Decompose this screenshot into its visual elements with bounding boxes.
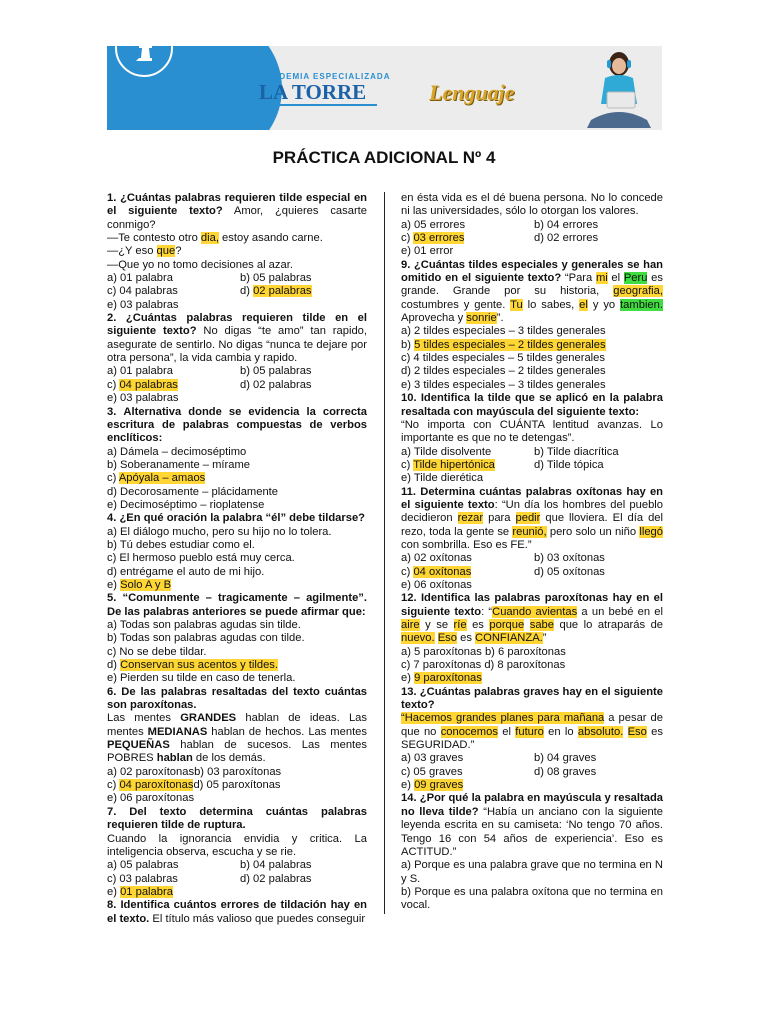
q7-option-e: e) 01 palabra bbox=[107, 885, 173, 898]
q12-options-cd: c) 7 paroxítonas d) 8 paroxítonas bbox=[401, 659, 566, 672]
q2-options-cd: c) 04 palabras d) 02 palabras bbox=[107, 378, 312, 391]
q1-line2: —¿Y eso que? bbox=[107, 245, 182, 258]
q1-line3: —Que yo no tomo decisiones al azar. bbox=[107, 258, 293, 271]
q9-option-a: a) 2 tildes especiales – 3 tildes generales bbox=[401, 325, 606, 338]
q12-option-e: e) 9 paroxítonas bbox=[401, 672, 482, 685]
q13-option-e: e) 09 graves bbox=[401, 779, 464, 792]
q5-option-b: b) Todas son palabras agudas con tilde. bbox=[107, 632, 305, 645]
q14-option-a: a) Porque es una palabra grave que no termina en N y S. bbox=[401, 859, 663, 885]
question-8: 8. Identifica cuántos errores de tildación hay en el texto. El título más valioso que puedes conseguir bbox=[107, 899, 367, 925]
q6-options-ab: a) 02 paroxítonasb) 03 paroxítonas bbox=[107, 765, 282, 778]
academy-subtitle: ACADEMIA ESPECIALIZADA bbox=[259, 72, 391, 81]
q3-option-e: e) Decimoséptimo – rioplatense bbox=[107, 498, 265, 511]
brand-name: LA TORRE bbox=[259, 80, 367, 104]
column-divider bbox=[384, 192, 385, 914]
q10-options-cd: c) Tilde hipertónica d) Tilde tópica bbox=[401, 458, 604, 471]
question-1: 1. ¿Cuántas palabras requieren tilde especial en el siguiente texto? Amor, ¿quieres casarte conmigo? bbox=[107, 192, 368, 231]
q10-options-ab: a) Tilde disolvente b) Tilde diacrítica bbox=[401, 445, 619, 458]
q8-continued: en ésta vida es el dé buena persona. No lo concede ni las universidades, sólo lo otorgan los valores. bbox=[401, 192, 663, 218]
q5-option-d: d) Conservan sus acentos y tildes. bbox=[107, 659, 279, 672]
question-13: 13. ¿Cuántas palabras graves hay en el siguiente texto? bbox=[401, 685, 663, 712]
q5-option-a: a) Todas son palabras agudas sin tilde. bbox=[107, 619, 301, 631]
q2-options-ab: a) 01 palabra b) 05 palabras bbox=[107, 365, 312, 378]
question-12: 12. Identifica las palabras paroxítonas hay en el siguiente texto: “Cuando avientas a un bebé en el aire y se ríe es porque sabe que lo atraparás de nuevo. Eso es CONFIANZA.” bbox=[401, 592, 664, 645]
q4-option-b: b) Tú debes estudiar como el. bbox=[107, 538, 255, 551]
q11-options-ab: a) 02 oxítonas b) 03 oxítonas bbox=[401, 552, 605, 565]
q8-options-cd: c) 03 errores d) 02 errores bbox=[401, 232, 599, 245]
page-title: PRÁCTICA ADICIONAL Nº 4 bbox=[272, 148, 496, 167]
brand-underline bbox=[259, 104, 377, 106]
q2-option-e: e) 03 palabras bbox=[107, 392, 179, 405]
question-5: 5. “Comunmente – tragicamente – agilmente”. De las palabras anteriores se puede afirmar que: bbox=[107, 592, 368, 618]
course-title: Lenguaje bbox=[429, 80, 515, 105]
q1-line1: —Te contesto otro dia, estoy asando carne. bbox=[107, 232, 323, 245]
q4-option-a: a) El diálogo mucho, pero su hijo no lo tolera. bbox=[107, 525, 332, 538]
q6-option-e: e) 06 paroxítonas bbox=[107, 792, 195, 805]
q9-option-b: b) 5 tildes especiales – 2 tildes generales bbox=[401, 338, 606, 351]
q8-option-e: e) 01 error bbox=[401, 245, 454, 258]
q6-text: Las mentes GRANDES hablan de ideas. Las mentes MEDIANAS hablan de hechos. Las mentes PEQUEÑAS hablan de sucesos. Las mentes POBRES hablan de los demás. bbox=[107, 712, 367, 765]
q7-options-cd: c) 03 palabras d) 02 palabras bbox=[107, 872, 312, 885]
q11-option-e: e) 06 oxítonas bbox=[401, 578, 472, 591]
question-4: 4. ¿En qué oración la palabra “él” debe tildarse? bbox=[107, 512, 366, 525]
q1-option-e: e) 03 palabras bbox=[107, 298, 179, 311]
q9-option-c: c) 4 tildes especiales – 5 tildes generales bbox=[401, 352, 605, 365]
q10-text: “No importa con CUÁNTA lentitud avanzas. Lo importante es que no te detengas”. bbox=[401, 418, 663, 445]
q1-options-ab: a) 01 palabra b) 05 palabras bbox=[107, 272, 312, 285]
q7-text: Cuando la ignorancia envidia y critica. La inteligencia observa, escucha y se rie. bbox=[107, 832, 367, 858]
q8-options-ab: a) 05 errores b) 04 errores bbox=[401, 218, 599, 231]
q3-option-d: d) Decorosamente – plácidamente bbox=[107, 485, 279, 498]
q9-option-e: e) 3 tildes especiales – 3 tildes generales bbox=[401, 378, 606, 391]
question-2: 2. ¿Cuántas palabras requieren tilde en el siguiente texto? No digas “te amo” tan rapido, asegurate de sentirlo. No digas “nunca te dejare por otra persona”, la vida cambia y rapido. bbox=[107, 312, 368, 365]
q3-option-a: a) Dámela – decimoséptimo bbox=[107, 445, 247, 458]
q10-option-e: e) Tilde dierética bbox=[401, 472, 484, 485]
q3-option-c: c) Apóyala – amaos bbox=[107, 472, 206, 485]
q1-options-cd: c) 04 palabras d) 02 palabras bbox=[107, 285, 312, 298]
question-7: 7. Del texto determina cuántas palabras requieren tilde de ruptura. bbox=[107, 805, 367, 832]
left-column bbox=[107, 192, 367, 926]
q4-option-e: e) Solo A y B bbox=[107, 578, 172, 591]
student-with-laptop-illustration bbox=[577, 46, 662, 130]
right-column bbox=[401, 192, 663, 913]
q12-options-ab: a) 5 paroxítonas b) 6 paroxítonas bbox=[401, 645, 566, 658]
chess-rook-icon bbox=[115, 46, 173, 77]
header-banner bbox=[107, 46, 662, 130]
q13-text: “Hacemos grandes planes para mañana a pesar de que no conocemos el futuro en lo absoluto. Eso es SEGURIDAD.” bbox=[401, 712, 663, 752]
q5-option-e: e) Pierden su tilde en caso de tenerla. bbox=[107, 672, 296, 685]
q14-option-b: b) Porque es una palabra oxítona que no termina en vocal. bbox=[401, 885, 663, 912]
q9-option-d: d) 2 tildes especiales – 2 tildes generales bbox=[401, 365, 606, 378]
q7-options-ab: a) 05 palabras b) 04 palabras bbox=[107, 859, 312, 872]
question-14: 14. ¿Por qué la palabra en mayúscula y resaltada no lleva tilde? “Había un anciano con la siguiente leyenda escrita en su camiseta: ‘No tengo 70 años. Tengo 16 con 54 años de experiencia’. Eso es ACTITUD.” bbox=[401, 792, 664, 858]
q13-options-cd: c) 05 graves d) 08 graves bbox=[401, 765, 597, 778]
brand-circle bbox=[107, 46, 282, 130]
q13-options-ab: a) 03 graves b) 04 graves bbox=[401, 752, 597, 765]
question-9: 9. ¿Cuántas tildes especiales y generales se han omitido en el siguiente texto? “Para mi el Peru es grande. Grande por su historia, geografia, costumbres y gente. Tu lo sabes, el y yo tambien. Aprovecha y sonrie”. bbox=[401, 258, 664, 325]
q5-option-c: c) No se debe tildar. bbox=[107, 645, 207, 658]
question-6: 6. De las palabras resaltadas del texto cuántas son paroxítonas. bbox=[107, 685, 368, 712]
q4-option-d: d) entrégame el auto de mi hijo. bbox=[107, 565, 265, 578]
question-11: 11. Determina cuántas palabras oxítonas hay en el siguiente texto: “Un día los hombres del pueblo decidieron rezar para pedir que lloviera. El día del rezo, toda la gente se reunió, pero solo un niño llegó con sombrilla. Eso es FE.” bbox=[401, 485, 664, 551]
q11-options-cd: c) 04 oxítonas d) 05 oxítonas bbox=[401, 565, 605, 578]
q3-option-b: b) Soberanamente – mírame bbox=[107, 458, 251, 471]
question-3: 3. Alternativa donde se evidencia la correcta escritura de palabras compuestas de verbos enclíticos: bbox=[107, 405, 368, 445]
question-10: 10. Identifica la tilde que se aplicó en la palabra resaltada con mayúscula del siguiente texto: bbox=[401, 392, 663, 418]
q4-option-c: c) El hermoso pueblo está muy cerca. bbox=[107, 552, 295, 565]
q6-options-cd: c) 04 paroxítonasd) 05 paroxítonas bbox=[107, 779, 281, 792]
